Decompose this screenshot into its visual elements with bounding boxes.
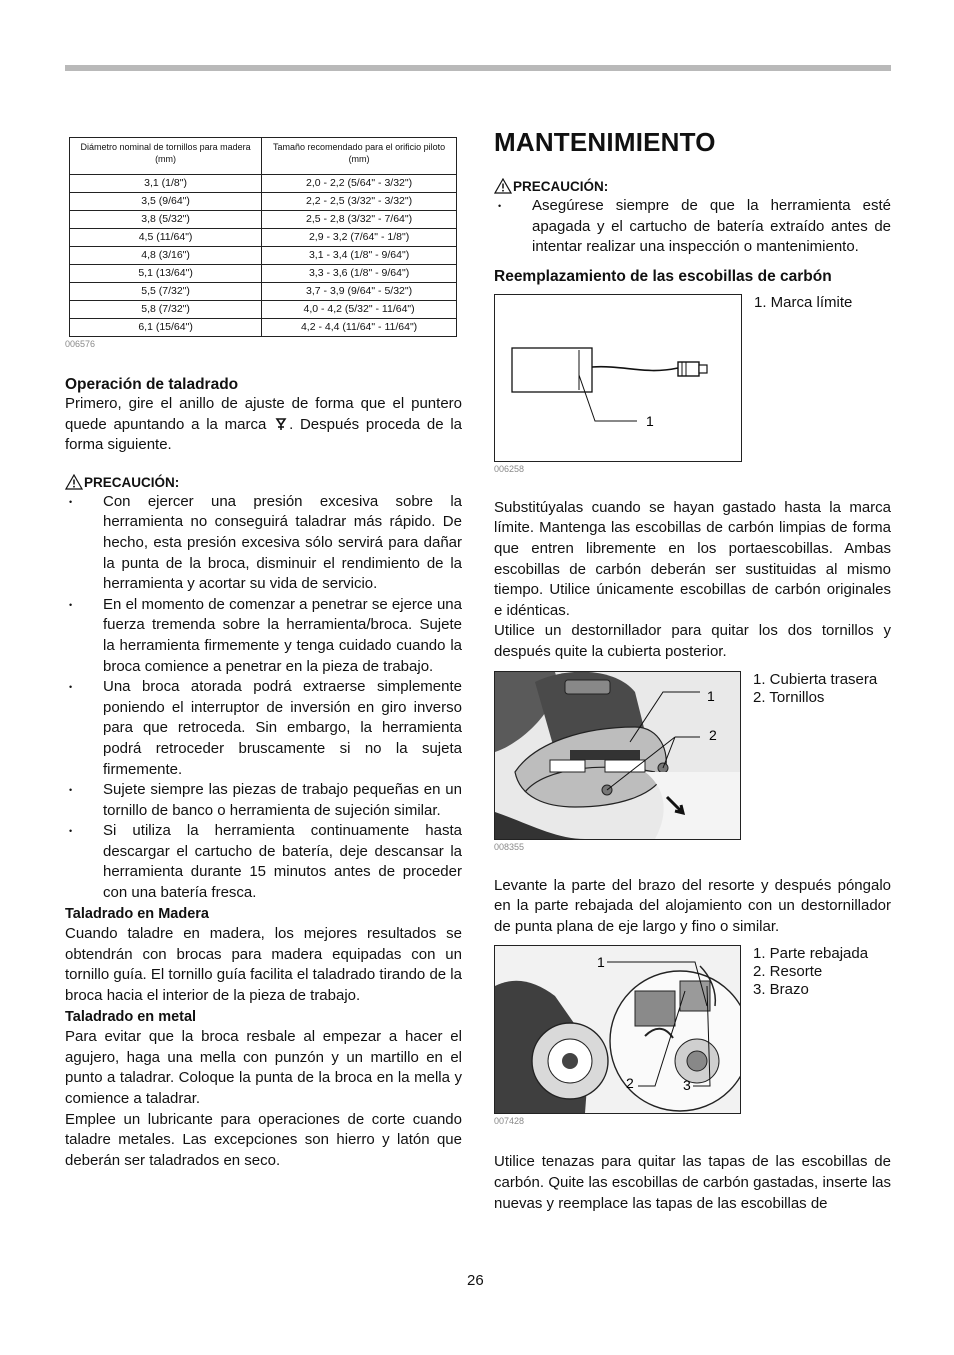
right-column: [494, 127, 891, 1214]
table-cell: 6,1 (15/64"): [70, 319, 262, 337]
fig2-legend-item: 1. Cubierta trasera: [753, 670, 878, 688]
spring-arm-drawing: [495, 946, 740, 1113]
figure-2: [494, 671, 891, 840]
table-row: [70, 175, 457, 193]
fig1-legend-item: 1. Marca límite: [754, 293, 853, 311]
rear-cover-photo: [494, 671, 741, 840]
wood-drilling-title: Taladrado en Madera: [65, 905, 209, 922]
table-cell: 3,1 - 3,4 (1/8" - 9/64"): [262, 247, 457, 265]
drilling-intro-after: . Después proceda de la forma siguiente.: [65, 415, 462, 454]
fig3-legend-item: 2. Resorte: [753, 963, 823, 981]
remove-cover-text: Utilice un destornillador para quitar los dos tornillos y después quite la cubierta posterior.: [494, 622, 891, 660]
table-cell: 4,2 - 4,4 (11/64" - 11/64"): [262, 319, 457, 337]
table-row: [70, 193, 457, 211]
table-cell: 3,5 (9/64"): [70, 193, 262, 211]
table-row: [70, 319, 457, 337]
table-row: [70, 301, 457, 319]
metal-drilling-text-2: Emplee un lubricante para operaciones de corte cuando taladre metales. Las excepciones son hierro y latón que deberán ser taladrados en seco.: [65, 1110, 462, 1169]
table-cell: 3,8 (5/32"): [70, 211, 262, 229]
pilot-hole-table: [69, 137, 457, 337]
fig2-callout-1: 1: [707, 687, 715, 704]
drilling-intro-before: Primero, gire el anillo de ajuste de forma que el puntero quede apuntando a la marca: [65, 395, 462, 433]
table-cell: 5,1 (13/64"): [70, 265, 262, 283]
table-cell: 2,2 - 2,5 (3/32" - 3/32"): [262, 193, 457, 211]
metal-drilling-title: Taladrado en metal: [65, 1008, 197, 1025]
fig2-legend: [753, 671, 877, 840]
drilling-heading: Operación de taladrado: [65, 376, 239, 393]
brush-replacement-heading: Reemplazamiento de las escobillas de carbón: [494, 267, 832, 285]
warning-icon: [494, 178, 512, 194]
fig3-callout-2: 2: [626, 1075, 634, 1092]
figure-3: [494, 945, 891, 1114]
list-item: • Sujete siempre las piezas de trabajo pequeñas en un tornillo de banco o herramienta de sujeción similar.: [65, 780, 462, 821]
fig2-callout-2: 2: [709, 726, 717, 743]
rear-cover-drawing: [495, 672, 740, 839]
table-cell: 4,8 (3/16"): [70, 247, 262, 265]
table-cell: 5,8 (7/32"): [70, 301, 262, 319]
table-header-row: [70, 138, 457, 175]
table-cell: 2,5 - 2,8 (3/32" - 7/64"): [262, 211, 457, 229]
table-cell: 5,5 (7/32"): [70, 283, 262, 301]
table-row: [70, 283, 457, 301]
table-row: [70, 265, 457, 283]
page-number: 26: [467, 1272, 484, 1289]
list-item: • Con ejercer una presión excesiva sobre la herramienta no conseguirá taladrar más rápido. De hecho, esta presión excesiva sólo servirá para dañar la punta de la broca, disminuir el rendimiento de la herramienta y acortar su vida de servicio.: [65, 492, 462, 595]
caution-list-left: [65, 492, 462, 904]
table-header-screw-diameter: Diámetro nominal de tornillos para madera (mm): [70, 138, 262, 175]
metal-drilling-text-1: Para evitar que la broca resbale al empezar a hacer el agujero, haga una mella con punzón y un martillo en el punto a taladrar. Coloque la punta de la broca en la mella y comience a taladrar.: [65, 1028, 462, 1107]
caution-text: PRECAUCIÓN:: [84, 474, 180, 490]
fig3-code: 007428: [494, 1116, 525, 1127]
carbon-brush-illustration: [494, 294, 742, 462]
fig1-legend: [754, 294, 852, 462]
list-item: • Una broca atorada podrá extraerse simplemente poniendo el interruptor de inversión en giro inverso para que retroceda. Sin embargo, la herramienta podrá retroceder bruscamente si no la sujeta firmemente.: [65, 677, 462, 780]
fig1-callout-1: 1: [646, 412, 654, 429]
carbon-brush-drawing: [495, 295, 741, 461]
wood-drilling-text: Cuando taladre en madera, los mejores resultados se obtendrán con brocas para madera equipadas con un tornillo guía. El tornillo guía facilita el taladrado tirando de la broca hacia el interior de la pieza de trabajo.: [65, 925, 462, 1005]
figure-1: [494, 294, 891, 462]
page-title: MANTENIMIENTO: [494, 127, 716, 157]
table-code: 006576: [65, 339, 96, 349]
fig3-callout-3: 3: [683, 1077, 691, 1094]
drill-mode-icon: [275, 417, 287, 431]
table-row: [70, 211, 457, 229]
caution-text: PRECAUCIÓN:: [513, 179, 609, 194]
fig2-code: 008355: [494, 841, 525, 852]
brush-caps-text: Utilice tenazas para quitar las tapas de las escobillas de carbón. Quite las escobillas de carbón gastadas, inserte las nuevas y reemplace las tapas de las escobillas de: [494, 1153, 891, 1212]
caution-label-left: [65, 474, 462, 490]
fig3-legend: [753, 945, 868, 1114]
drilling-intro: [65, 394, 462, 456]
caution-label-right: [494, 178, 891, 194]
spring-arm-photo: [494, 945, 741, 1114]
list-item: • Asegúrese siempre de que la herramienta esté apagada y el cartucho de batería extraído antes de intentar realizar una inspección o mantenimiento.: [494, 196, 891, 258]
list-item: • En el momento de comenzar a penetrar se ejerce una fuerza tremenda sobre la herramienta/broca. Sujete la herramienta firmemente y tenga cuidado cuando la broca comience a penetrar en la pieza de trabajo.: [65, 595, 462, 677]
fig3-legend-item: 1. Parte rebajada: [753, 945, 869, 963]
table-cell: 3,7 - 3,9 (9/64" - 5/32"): [262, 283, 457, 301]
table-row: [70, 229, 457, 247]
table-cell: 2,0 - 2,2 (5/64" - 3/32"): [262, 175, 457, 193]
table-cell: 3,1 (1/8"): [70, 175, 262, 193]
left-column: [65, 137, 462, 1171]
fig2-legend-item: 2. Tornillos: [753, 688, 825, 706]
warning-icon: [65, 474, 83, 490]
list-item: • Si utiliza la herramienta continuamente hasta descargar el cartucho de batería, deje descansar la herramienta durante 15 minutos antes de proceder con una batería fresca.: [65, 821, 462, 903]
table-cell: 4,0 - 4,2 (5/32" - 11/64"): [262, 301, 457, 319]
table-cell: 4,5 (11/64"): [70, 229, 262, 247]
header-rule: [65, 65, 891, 71]
table-cell: 3,3 - 3,6 (1/8" - 9/64"): [262, 265, 457, 283]
table-cell: 2,9 - 3,2 (7/64" - 1/8"): [262, 229, 457, 247]
table-header-pilot-hole: Tamaño recomendado para el orificio piloto (mm): [262, 138, 457, 175]
spring-arm-text: Levante la parte del brazo del resorte y después póngalo en la parte rebajada del alojamiento con un destornillador de punta plana de eje largo y fino o similar.: [494, 876, 891, 935]
fig3-callout-1: 1: [597, 954, 605, 971]
caution-list-right: [494, 196, 891, 258]
table-row: [70, 247, 457, 265]
brush-replace-text: Substitúyalas cuando se hayan gastado hasta la marca límite. Mantenga las escobillas de carbón limpias de forma que entren libremente en los portaescobillas. Ambas escobillas de carbón deberán ser sustituidas al mismo tiempo. Utilice únicamente escobillas de carbón originales e idénticas.: [494, 498, 891, 619]
fig1-code: 006258: [494, 463, 525, 474]
fig3-legend-item: 3. Brazo: [753, 981, 809, 999]
